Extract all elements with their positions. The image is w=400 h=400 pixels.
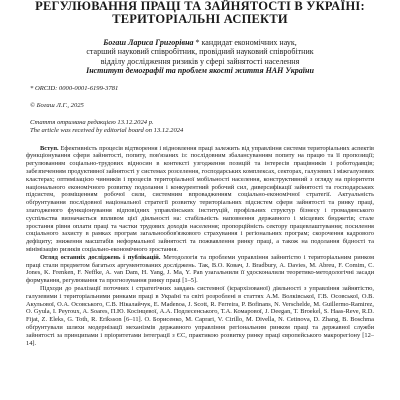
copyright: © Богаш Л.Г., 2025 (30, 101, 84, 109)
orcid: * ORCID: 0000-0001-6199-3781 (30, 84, 119, 92)
author-block (26, 38, 374, 76)
article-title (26, 0, 374, 26)
author-degree: * кандидат економічних наук, (195, 38, 297, 47)
paragraph-intro (26, 145, 374, 254)
paragraph-lead: Огляд останніх досліджень і публікацій. (40, 253, 161, 261)
article-body (26, 145, 374, 348)
title-line-2: ТЕРИТОРІАЛЬНІ АСПЕКТИ (112, 12, 288, 26)
author-department: відділу дослідження ризиків у сфері зайнятості населення (100, 56, 300, 66)
paragraph-text: Ефективність процесів відтворення і відновлення праці залежить від управління системи територіальних аспектів функціонування сфери зайнятості, попиту, пов'язаних із: послідовним збалансуванням попиту на працю та її пропозиції; регулюванням соціально-трудових відносин в контексті узгодження позицій та інтересів працівників і роботодавців; забезпеченням продуктивної зайнятості у системах розселення, господарських комплексах, секторах, галузевих і міжгалузевих кластерах; оптимізацією чинників і процесів територіальної мобільності населення, конструктивний з огляду на пріоритети національного економічного розвитку подолання і конкурентний робочий сил, диверсифікації зайнятості та господарських підсистем, розміщенням робочої сили, системним впровадженням соціально-економічної стратегії. Актуальність обґрунтування послідовної національної стратегії розвитку територіальних підсистем сфери зайнятості та ринку праці, злагодженого функціонування відповідних управлінських інституцій, профільних структур бізнесу і громадянського суспільства визначається впливом цієї діяльності на: стабільність наповнення державного і місцевих бюджетів; стале зростання рівня оплати праці та частки трудових доходів населення; пропорційність сектору працевлаштування; посилення соціального захисту в рамках програм загальнообов'язкового страхування і регіональних програм; скорочення кадрового дефіциту; зниження масштабів неформальної зайнятості та пожвавлення ринку праці, а також на подолання бідності та мінімізацію ризиків соціально-економічного зростання. (26, 144, 374, 253)
received-en: The article was received by editorial board on 13.12.2024 (30, 126, 184, 134)
author-position: старший науковий співробітник, провідний науковий співробітник (86, 47, 314, 57)
received-dates (26, 119, 374, 135)
title-line-1: РЕГУЛЮВАННЯ ПРАЦІ ТА ЗАЙНЯТОСТІ В УКРАЇНІ: (35, 0, 365, 13)
author-name: Богаш Лариса Григорівна (103, 38, 194, 47)
paragraph-text: Підходи до реалізації поточних і стратегічних завдань системної (ієрархізованої) діяльності з управління зайнятістю, галузевими і територіальними ринками праці в Україні та світі розроблені в статтях А.М. Волківської, Г.В. Осовської, О.В. Акульової, О.А. Осовського, С.В. Нікалайчук, Е. Madenoa, J. Scott, R. Ferreira, P. Bofinans, N. Verschelde, M. Guillermo-Ramirez, O. Gyula, I. Peyroux, A. Soares, П.Ю. Косінцевої, А.А. Подлесенського, Т.А. Комарової, J. Deegan, T. Broekel, S. Haas-Reve, R.D. Fijat, Z. Eleks, G. Toth, R. Eriksson [6–11]. О. Борисенко, M. Caprari, V. Cirillo, M. Divella, N. Cetinova, D. Zhang, B. Boschma обґрунтували шляхи модернізації механізмів державного управління регіональним ринком праці та державної служби зайнятості за принципами і пріоритетами інтеграції з ЄС, практикою розвитку ринку праці європейського макрорегіону [12–14]. (26, 284, 374, 347)
paragraph-lead: Вступ. (40, 144, 59, 152)
received-ua: Стаття отримана редакцією 13.12.2024 р. (30, 118, 154, 126)
author-institute: Інститут демографії та проблем якості життя НАН України (86, 66, 314, 76)
paragraph-approaches (26, 285, 374, 347)
paragraph-review (26, 254, 374, 285)
paragraph-text: Методологія та проблеми управління зайнятістю і територіальним ринком праці стали предметом багатьох аргументованих досліджень. Так, В.О. Ковач, J. Bradbury, A. Davies, M. Abreu, F. Comim, C. Jones, K. Frenken, F. Neffke, A. van Dam, H. Yang, J. Ma, Y. Pan узагальнили її удосконалили теоретико-методологічні засади формування, регулювання та прогнозування ринку праці [1–5]. (26, 253, 374, 285)
